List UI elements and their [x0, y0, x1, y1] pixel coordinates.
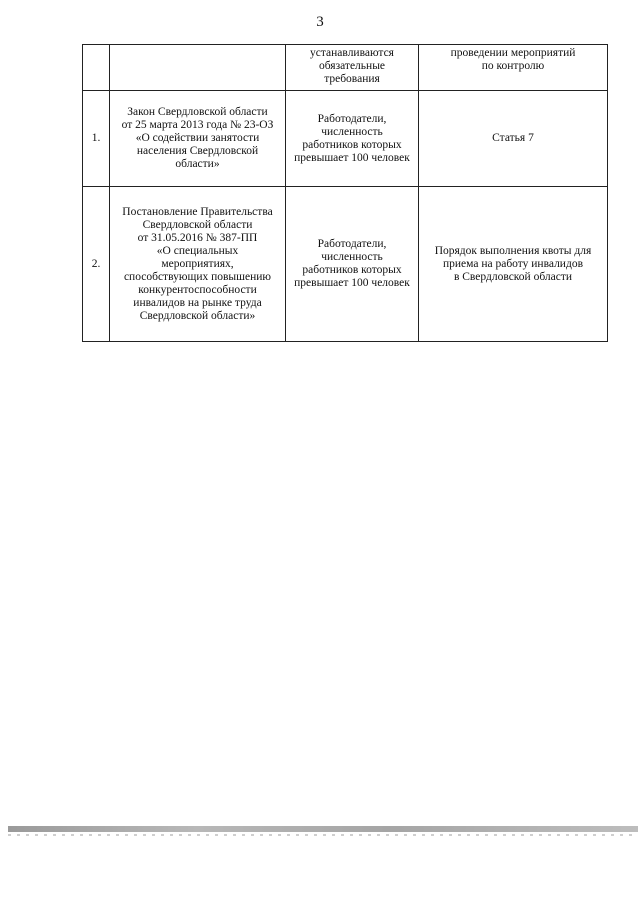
- requirements-table: [82, 44, 608, 342]
- table-row: [83, 91, 608, 187]
- page-number: 3: [316, 14, 324, 30]
- row-number: 1.: [83, 91, 110, 187]
- header-cell-num: [83, 45, 110, 91]
- header-cell-subjects: устанавливаются обязательные требования: [286, 45, 419, 91]
- row-provisions: Порядок выполнения квоты для приема на работу инвалидов в Свердловской области: [419, 187, 608, 342]
- row-number: 2.: [83, 187, 110, 342]
- row-subjects: Работодатели, численность работников которых превышает 100 человек: [286, 91, 419, 187]
- scan-footer-bar: [8, 826, 638, 832]
- table-header-row: [83, 45, 608, 91]
- row-act-title: Постановление Правительства Свердловской области от 31.05.2016 № 387-ПП «О специальных мероприятиях, способствующих повышению конкурентоспособности инвалидов на рынке труда Свердловской области»: [110, 187, 286, 342]
- header-cell-act: [110, 45, 286, 91]
- scan-footer-noise: [8, 834, 638, 836]
- row-subjects: Работодатели, численность работников которых превышает 100 человек: [286, 187, 419, 342]
- row-act-title: Закон Свердловской области от 25 марта 2013 года № 23-ОЗ «О содействии занятости населения Свердловской области»: [110, 91, 286, 187]
- row-provisions: Статья 7: [419, 91, 608, 187]
- header-cell-provisions: проведении мероприятий по контролю: [419, 45, 608, 91]
- table-row: [83, 187, 608, 342]
